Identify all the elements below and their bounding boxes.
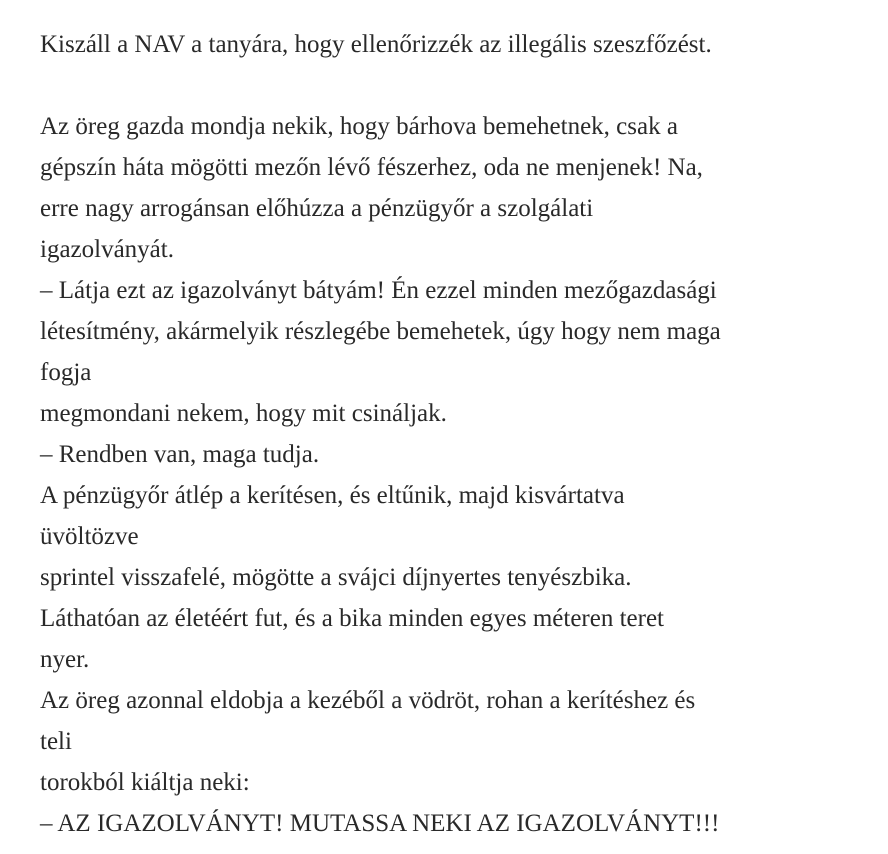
text-line: erre nagy arrogánsan előhúzza a pénzügyőr a szolgálati [40, 195, 594, 222]
text-line: üvöltözve [40, 523, 139, 550]
punchline: – AZ IGAZOLVÁNYT! MUTASSA NEKI AZ IGAZOLVÁNYT!!! [40, 810, 720, 837]
text-line: fogja [40, 359, 92, 386]
text-line: Láthatóan az életéért fut, és a bika minden egyes méteren teret [40, 605, 664, 632]
text-line: megmondani nekem, hogy mit csináljak. [40, 400, 447, 427]
text-line: torokból kiáltja neki: [40, 769, 250, 796]
text-line: teli [40, 728, 72, 755]
text-line: Az öreg gazda mondja nekik, hogy bárhova bemehetnek, csak a [40, 113, 678, 140]
text-line: A pénzügyőr átlép a kerítésen, és eltűnik, majd kisvártatva [40, 482, 625, 509]
text-line: Az öreg azonnal eldobja a kezéből a vödröt, rohan a kerítéshez és [40, 687, 696, 714]
dialogue-line: – Látja ezt az igazolványt bátyám! Én ezzel minden mezőgazdasági [40, 277, 717, 304]
dialogue-line: – Rendben van, maga tudja. [40, 441, 320, 468]
text-line: nyer. [40, 646, 90, 673]
text-line: igazolványát. [40, 236, 174, 263]
article-body [40, 24, 860, 844]
text-line: sprintel visszafelé, mögötte a svájci díjnyertes tenyészbika. [40, 564, 632, 591]
paragraph-intro: Kiszáll a NAV a tanyára, hogy ellenőrizzék az illegális szeszfőzést. [40, 31, 712, 58]
text-line: létesítmény, akármelyik részlegébe bemehetek, úgy hogy nem maga [40, 318, 721, 345]
paragraph-break [40, 65, 860, 106]
text-line: gépszín háta mögötti mezőn lévő fészerhez, oda ne menjenek! Na, [40, 154, 703, 181]
